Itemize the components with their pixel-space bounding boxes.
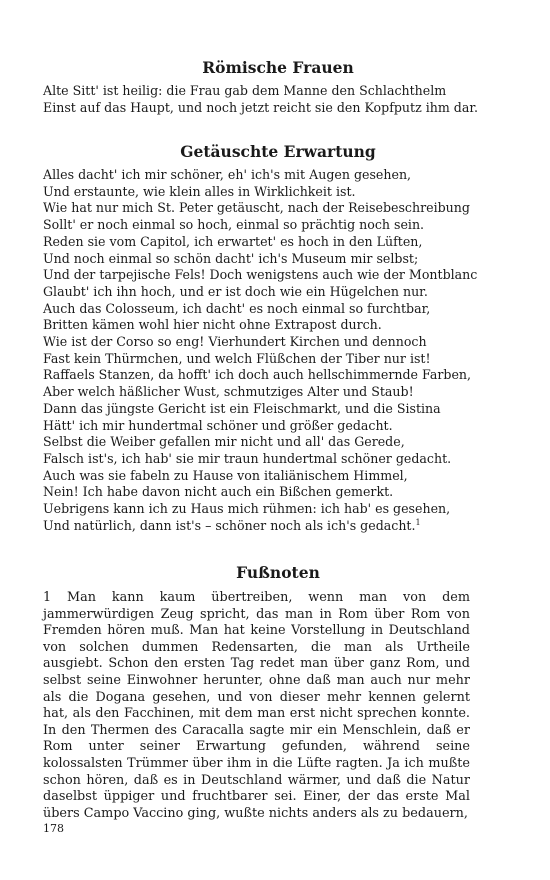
poem-line: Aber welch häßlicher Wust, schmutziges Alter und Staub!: [43, 384, 414, 400]
poem-line: Uebrigens kann ich zu Haus mich rühmen: ich hab' es gesehen,: [43, 501, 451, 517]
poem-line: Alles dacht' ich mir schöner, eh' ich's mit Augen gesehen,: [43, 167, 412, 182]
poem-line: Wie ist der Corso so eng! Vierhundert Kirchen und dennoch: [43, 334, 427, 350]
poem-getaeuschte-erwartung: [43, 167, 513, 534]
poem-line: Auch was sie fabeln zu Hause von italiänischem Himmel,: [43, 467, 408, 483]
poem-line: Selbst die Weiber gefallen mir nicht und all' das Gerede,: [43, 434, 405, 450]
poem-line: Und erstaunte, wie klein alles in Wirklichkeit ist.: [43, 183, 356, 199]
poem-line: Falsch ist's, ich hab' sie mir traun hundertmal schöner gedacht.: [43, 450, 452, 466]
poem-line: [43, 518, 513, 535]
poem-line: Und der tarpejische Fels! Doch wenigstens auch wie der Montblanc: [43, 267, 478, 283]
section-title-getaeuschte-erwartung: Getäuschte Erwartung: [180, 142, 376, 161]
poem-line: Einst auf das Haupt, und noch jetzt reicht sie den Kopfputz ihm dar.: [43, 99, 479, 115]
section-title-fussnoten: Fußnoten: [236, 563, 320, 582]
footnote-marker: 1: [415, 517, 421, 527]
section-title-roemische-frauen: Römische Frauen: [202, 58, 354, 77]
poem-line: Auch das Colosseum, ich dacht' es noch einmal so furchtbar,: [43, 300, 431, 316]
poem-line: Und noch einmal so schön dacht' ich's Museum mir selbst;: [43, 250, 419, 266]
poem-line: Raffaels Stanzen, da hofft' ich doch auch hellschimmernde Farben,: [43, 367, 472, 383]
poem-line-text: Und natürlich, dann ist's – schöner noch als ich's gedacht.: [43, 517, 416, 533]
poem-line: Hätt' ich mir hundertmal schöner und größer gedacht.: [43, 417, 393, 433]
page-number: 178: [43, 822, 64, 835]
poem-line: Reden sie vom Capitol, ich erwartet' es hoch in den Lüften,: [43, 233, 423, 249]
poem-line: Alte Sitt' ist heilig: die Frau gab dem Manne den Schlachthelm: [43, 83, 447, 98]
poem-line: Glaubt' ich ihn hoch, und er ist doch wie ein Hügelchen nur.: [43, 283, 428, 299]
footnote-text: 1 Man kann kaum übertreiben, wenn man von dem jammerwürdigen Zeug spricht, das man in Rom über Rom von Fremden hören muß. Man hat keine Vorstellung in Deutschland von solchen dummen Redensarten, die man als Urtheile ausgiebt. Schon den ersten Tag redet man über ganz Rom, und selbst seine Einwohner herunter, ohne daß man auch nur mehr als die Dogana gesehen, und von dieser mehr kennen gelernt hat, als den Facchinen, mit dem man erst nicht sprechen konnte. In den Thermen des Caracalla sagte mir ein Menschlein, daß er Rom unter seiner Erwartung gefunden, während seine kolossalsten Trümmer über ihm in die Lüfte ragten. Ja ich mußte schon hören, daß es in Deutschland wärmer, und daß die Natur daselbst üppiger und fruchtbarer sei. Einer, der das erste Mal übers Campo Vaccino ging, wußte nichts anders als zu bedauern,: [43, 590, 470, 821]
poem-roemische-frauen: [43, 83, 513, 116]
poem-line: Fast kein Thürmchen, und welch Flüßchen der Tiber nur ist!: [43, 350, 431, 366]
poem-line: Nein! Ich habe davon nicht auch ein Bißchen gemerkt.: [43, 484, 394, 500]
poem-line: Wie hat nur mich St. Peter getäuscht, nach der Reisebeschreibung: [43, 200, 470, 216]
poem-line: Sollt' er noch einmal so hoch, einmal so prächtig noch sein.: [43, 217, 425, 233]
poem-line: Dann das jüngste Gericht ist ein Fleischmarkt, und die Sistina: [43, 400, 441, 416]
poem-line: Britten kämen wohl hier nicht ohne Extrapost durch.: [43, 317, 382, 333]
